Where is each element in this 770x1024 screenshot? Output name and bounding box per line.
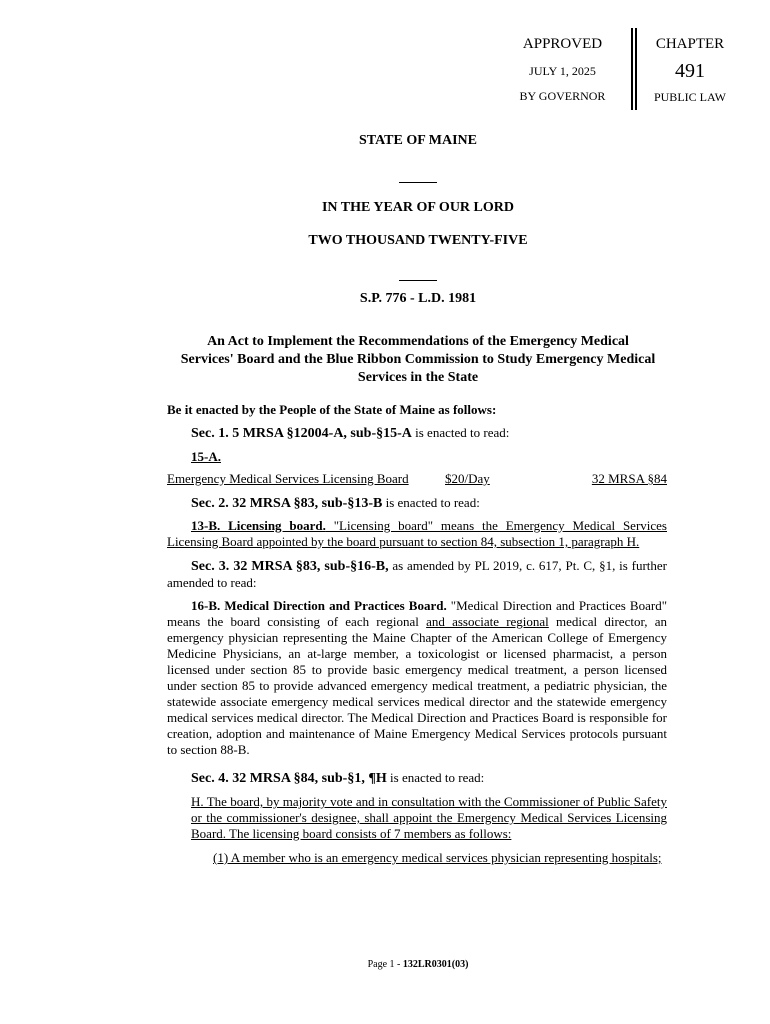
section-4-heading: Sec. 4. 32 MRSA §84, sub-§1, ¶H (191, 771, 387, 786)
enacting-clause: Be it enacted by the People of the State of Maine as follows: (167, 402, 497, 417)
footer-code: 132LR0301(03) (402, 959, 469, 970)
definition-16b (167, 598, 667, 758)
section-1-line (191, 425, 509, 442)
paragraph-h-item-1: (1) A member who is an emergency medical services physician representing hospitals; (213, 850, 662, 865)
header-divider-left (631, 28, 633, 110)
section-4-text: is enacted to read: (386, 770, 485, 785)
year-line-2: TWO THOUSAND TWENTY-FIVE (308, 233, 528, 248)
section-4-line (191, 770, 484, 787)
section-1-heading: Sec. 1. 5 MRSA §12004-A, sub-§15-A (191, 426, 412, 441)
section-3-heading: Sec. 3. 32 MRSA §83, sub-§16-B, (191, 559, 389, 574)
paragraph-h: H. The board, by majority vote and in consultation with the Commissioner of Public Safety or the commissioner's designee, shall appoint the Emergency Medical Services Licensing Board. The licensing board consists of 7 members as follows: (191, 794, 667, 841)
bill-number: S.P. 776 - L.D. 1981 (359, 291, 477, 306)
definition-13b-label: 13-B. Licensing board. (191, 518, 326, 533)
state-heading: STATE OF MAINE (359, 133, 477, 148)
page-footer (0, 959, 770, 970)
table-compensation: $20/Day (445, 471, 490, 486)
board-table-row (167, 471, 667, 487)
definition-16b-label: 16-B. Medical Direction and Practices Board. (191, 598, 447, 613)
subsection-15a-label: 15-A. (191, 449, 221, 464)
section-1-text: is enacted to read: (411, 425, 510, 440)
table-board-name: Emergency Medical Services Licensing Board (167, 471, 409, 486)
approval-header (0, 28, 770, 112)
chapter-number: 491 (675, 60, 705, 82)
table-citation: 32 MRSA §84 (591, 471, 667, 486)
approved-by: BY GOVERNOR (519, 89, 606, 103)
section-2-text: is enacted to read: (382, 495, 480, 510)
definition-13b (167, 518, 667, 550)
footer-page: Page 1 - (367, 959, 403, 970)
section-2-heading: Sec. 2. 32 MRSA §83, sub-§13-B (191, 496, 383, 511)
chapter-label: CHAPTER (655, 36, 725, 52)
section-3-line (167, 558, 667, 591)
approval-date: JULY 1, 2025 (529, 64, 596, 78)
section-3-text: as amended by PL 2019, c. 617, Pt. C, §1, is further amended to read: (167, 558, 667, 590)
separator-rule (399, 280, 437, 281)
act-title: An Act to Implement the Recommendations of the Emergency Medical Services' Board and the Blue Ribbon Commission to Study Emergency Medical Services in the State (180, 334, 656, 385)
definition-16b-inserted: and associate regional (426, 614, 549, 629)
definition-16b-text-a: "Medical Direction and Practices Board" means the board consisting of each regional (167, 598, 667, 629)
year-line-1: IN THE YEAR OF OUR LORD (321, 200, 514, 215)
definition-16b-text-b: medical director, an emergency physician representing the Maine Chapter of the American College of Emergency Medicine Physicians, an at-large member, a toxicologist or licensed pharmacist, a person licensed under section 85 to provide basic emergency medical treatment, a person licensed under section 85 to provide advanced emergency medical treatment, a pediatric physician, the statewide associate emergency medical services medical director and the statewide emergency medical services medical director. The Medical Direction and Practices Board is responsible for creation, adoption and maintenance of Maine Emergency Medical Services protocols pursuant to section 88-B. (167, 614, 667, 757)
separator-rule (399, 182, 437, 183)
header-divider-right (635, 28, 637, 110)
approved-label: APPROVED (522, 36, 603, 52)
section-2-line (191, 495, 480, 512)
definition-13b-text: "Licensing board" means the Emergency Medical Services Licensing Board appointed by the board pursuant to section 84, subsection 1, paragraph H. (167, 518, 667, 549)
law-type: PUBLIC LAW (653, 90, 727, 104)
